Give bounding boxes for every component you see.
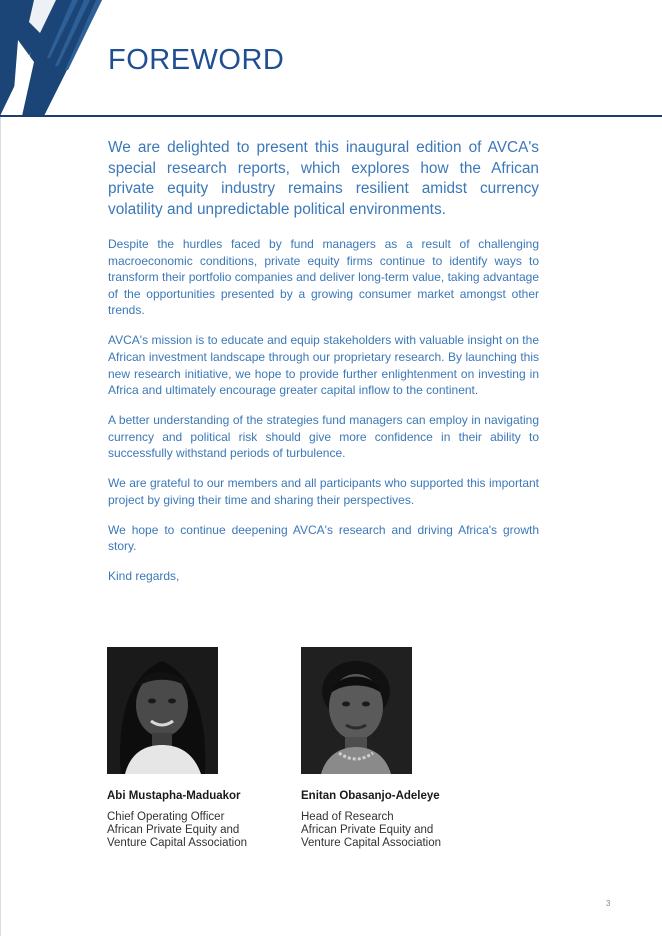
body-paragraph: A better understanding of the strategies fund managers can employ in navigating currency and political risk should give more confidence in their ability to successfully withstand periods of turbulence.	[108, 413, 539, 461]
page-left-border	[0, 116, 1, 936]
header-divider	[0, 115, 662, 117]
lead-paragraph: We are delighted to present this inaugural edition of AVCA's special research reports, which explores how the African private equity industry remains resilient amidst currency volatility and unpredictable political environments.	[108, 139, 539, 218]
body-paragraph: Despite the hurdles faced by fund managers as a result of challenging macroeconomic conditions, private equity firms continue to identify ways to transform their portfolio companies and deliver long-term value, taking advantage of the opportunities presented by a growing consumer market amongst other trends.	[108, 237, 539, 318]
signatory-name: Abi Mustapha-Maduakor	[107, 790, 241, 802]
portrait-photo-abi	[107, 647, 218, 774]
foreword-body	[108, 236, 539, 598]
body-paragraph: We hope to continue deepening AVCA's research and driving Africa's growth story.	[108, 522, 539, 554]
signatory-org-line: African Private Equity and	[107, 824, 240, 836]
page-number: 3	[606, 899, 611, 908]
body-paragraph: AVCA's mission is to educate and equip stakeholders with valuable insight on the African investment landscape through our proprietary research. By launching this new research initiative, we hope to provide further enlightenment on investing in Africa and ultimately encourage greater capital inflow to the continent.	[108, 333, 539, 398]
signatory-name: Enitan Obasanjo-Adeleye	[301, 790, 440, 802]
avca-stripe-logo-icon	[0, 0, 112, 116]
portrait-photo-enitan	[301, 647, 412, 774]
closing-salutation: Kind regards,	[108, 569, 180, 584]
signatory-org-line: Venture Capital Association	[301, 837, 442, 849]
page-title: FOREWORD	[108, 44, 285, 76]
signature-block-abi	[107, 790, 287, 850]
signature-block-enitan	[301, 790, 481, 850]
signatory-org-line: Venture Capital Association	[107, 837, 248, 849]
signatory-role: Head of Research	[301, 811, 394, 823]
signatory-role: Chief Operating Officer	[107, 811, 225, 823]
signatory-org-line: African Private Equity and	[301, 824, 434, 836]
body-paragraph: We are grateful to our members and all participants who supported this important project by giving their time and sharing their perspectives.	[108, 476, 539, 507]
